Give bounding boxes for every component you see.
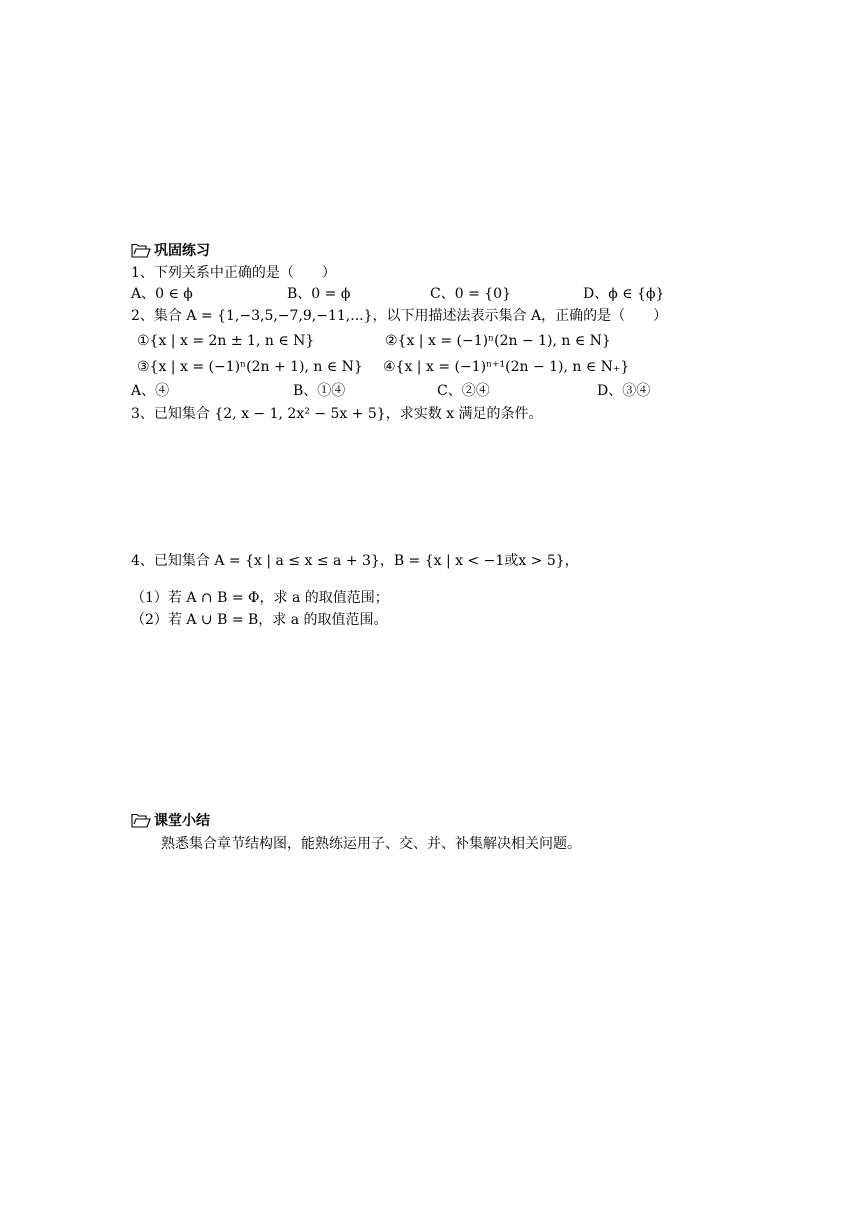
section-heading-summary: [131, 811, 210, 834]
question-4-stem: 4、已知集合 A = {x | a ≤ x ≤ a + 3}，B = {x | x < −1或x > 5}，: [131, 553, 579, 569]
section-heading-text: 课堂小结: [154, 813, 210, 829]
q1-option-c: C、0 = {0}: [430, 286, 511, 302]
section-heading-text: 巩固练习: [154, 243, 210, 259]
q1-option-d: D、ϕ ∈ {ϕ}: [583, 286, 665, 302]
q2-item-4: ④{x | x = (−1)ⁿ⁺¹(2n − 1), n ∈ N₊}: [383, 359, 630, 375]
question-1-stem: 1、下列关系中正确的是（ ）: [131, 265, 336, 281]
question-2-stem: 2、集合 A = {1,−3,5,−7,9,−11,...}，以下用描述法表示集合 A，正确的是（ ）: [131, 308, 668, 324]
q2-option-d: D、③④: [597, 383, 651, 399]
folder-icon: [131, 813, 151, 834]
q1-option-b: B、0 = ϕ: [287, 286, 351, 302]
question-4-sub-1: （1）若 A ∩ B = Φ，求 a 的取值范围；: [131, 590, 389, 606]
q2-item-3: ③{x | x = (−1)ⁿ(2n + 1), n ∈ N}: [137, 359, 363, 375]
q2-item-2: ②{x | x = (−1)ⁿ(2n − 1), n ∈ N}: [385, 333, 611, 349]
question-4-sub-2: （2）若 A ∪ B = B，求 a 的取值范围。: [131, 612, 388, 628]
q2-item-1: ①{x | x = 2n ± 1, n ∈ N}: [137, 333, 315, 349]
q2-option-c: C、②④: [437, 383, 490, 399]
folder-icon: [131, 243, 151, 264]
question-3-stem: 3、已知集合 {2, x − 1, 2x² − 5x + 5}，求实数 x 满足的条件。: [131, 406, 543, 422]
q1-option-a: A、0 ∈ ϕ: [131, 286, 193, 302]
section-heading-practice: [131, 241, 210, 264]
q2-option-b: B、①④: [293, 383, 346, 399]
summary-text: 熟悉集合章节结构图，能熟练运用子、交、并、补集解决相关问题。: [161, 836, 581, 852]
q2-option-a: A、④: [131, 383, 170, 399]
